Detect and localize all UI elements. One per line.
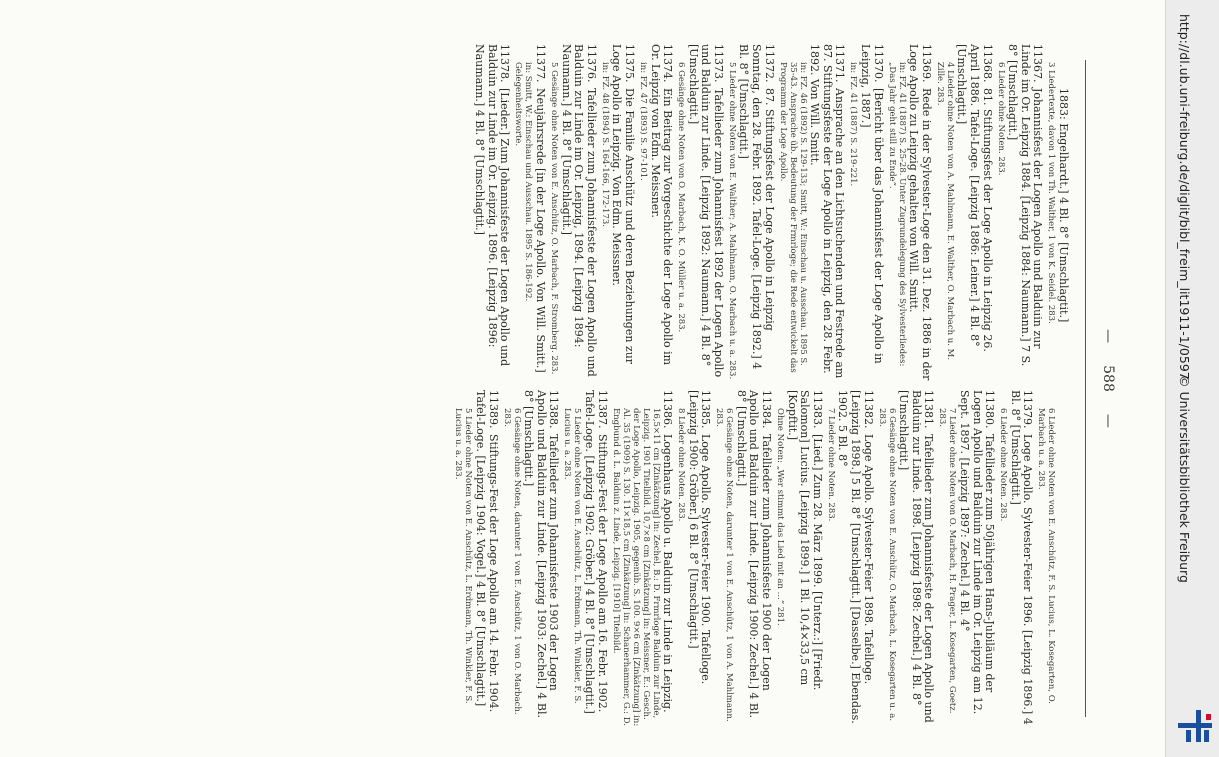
entry-title: Ansprache an den Lichtsuchenden und Festrede am 87. Stiftungsfeste der Loge Apollo in Leipzig, den 28. Febr. 1892. Von Will. Smitt. — [808, 44, 847, 379]
entry-title: Logenhaus Apollo u. Balduin zur Linde in Leipzig. — [661, 434, 675, 713]
entry-title: Tafellieder zum 50jährigen Hans-Jubiläum der Logen Apollo und Balduin zur Linde im Or. Leipzig am 12. Sept. 1897. [Leipzig 1897: Zechel.] 4 Bl. 4° — [958, 390, 997, 715]
catalog-entry — [513, 44, 546, 382]
catalog-entry — [775, 390, 823, 728]
entry-number: 11372. — [762, 44, 776, 83]
entry-number: 11383. — [810, 390, 824, 429]
entry-number: 11386. — [661, 390, 675, 429]
entry-note: 6 Lieder ohne Noten. 283. — [998, 408, 1009, 522]
entry-number: 11378. — [498, 44, 512, 83]
entry-title: Tafellieder zum Johannisfeste der Logen Apollo und Balduin zur Linde. 1898. [Leipzig 1898: Zechel.] 4 Bl. 8° [Umschlagtit.] — [897, 390, 936, 723]
catalog-entry — [887, 44, 932, 382]
entry-number: 11367. — [1031, 44, 1045, 83]
entry-line — [533, 44, 546, 382]
catalog-entry — [826, 390, 874, 728]
entry-line — [559, 44, 597, 382]
catalog-entry — [600, 44, 635, 382]
entry-line — [955, 44, 993, 382]
copyright-notice: © Universitätsbibliothek Freiburg — [1177, 375, 1192, 583]
entry-title: 81. Stiftungsfest der Loge Apollo in Leipzig 26. April 1886. Tafel-Loge. [Leipzig 1886: Leiner.] 4 Bl. 8° [Umschlagtit.] — [955, 44, 994, 352]
entry-note: 3 Liedertexte, davon 1 von Th. Walther, 1 von K. Seidel. 283. — [1046, 62, 1057, 324]
entry-line — [957, 390, 995, 728]
entry-line — [785, 390, 823, 728]
entry-line — [1006, 44, 1044, 382]
entry-note: in: Smitt, W.: Einschau und Ausschau. 1895 S. 186-192. Gelegenheitsworte. — [513, 62, 534, 302]
entry-title: [Lieder.] Zum Johannisfeste der Logen Apollo und Balduin zur Linde im Or. Leipzig. 1896. [Leipzig 1896: Naumann.] 4 Bl. 8° [Umschlagtit.] — [473, 44, 512, 367]
entry-title: Rede in der Sylvester-Loge den 31. Dez. 1886 in der Loge Apollo zu Leipzig gehalten von Will. Smitt. — [907, 44, 933, 381]
catalog-entry — [727, 44, 775, 382]
entry-number: 11371. — [833, 44, 847, 83]
entry-title: Ein Beitrag zur Vorgeschichte der Loge Apollo im Or. Leipzig von Edm. Meissner. — [648, 44, 675, 366]
ub-freiburg-logo-icon[interactable] — [1176, 706, 1214, 746]
entry-title: Stiftungs-Fest der Loge Apollo am 16. Febr. 1902. Tafel-Loge. [Leipzig 1902: Gröber.] 4 Bl. 8° [Umschlagtit.] — [582, 390, 609, 714]
entry-number: 11377. — [533, 44, 547, 83]
header-rule — [1085, 60, 1086, 717]
entry-note: 6 Gesänge ohne Noten von O. Marbach, K. O. Müller u. a. 283. — [676, 62, 687, 333]
entry-number: 11369. — [919, 44, 933, 83]
header-dash-right: — — [1100, 413, 1116, 428]
catalog-entry — [611, 390, 674, 728]
entry-note: Ohne Noten: „Wer stimmt das Lied mit an ...“ 281. — [775, 408, 786, 626]
catalog-entry — [549, 44, 597, 382]
entry-number: 11370. — [871, 44, 885, 83]
entry-note: 7 Lieder ohne Noten von O. Marbach, H. Prager, L. Kosegarten, Goetz. 283. — [937, 408, 958, 714]
catalog-entry — [848, 44, 883, 382]
entry-line — [897, 390, 935, 728]
page-header — [1091, 0, 1125, 757]
entry-title: [Bericht über das Johannisfest der Loge Apollo in Leipzig, 1887.] — [859, 44, 885, 364]
entry-line — [907, 44, 932, 382]
entry-note: 8 Lieder ohne Noten. 283. — [676, 408, 687, 522]
entry-note: in: FZ. 48 (1894) S. 164-166, 172-173. — [599, 62, 610, 227]
catalog-entry — [676, 390, 711, 728]
entry-number: 11374. — [661, 44, 675, 83]
entry-title: Tafellieder zum Johannisfeste der Logen Apollo und Balduin zur Linde im Or. Leipzig, 1894. [Leipzig 1894: Naumann.] 4 Bl. 8° [Umschlagtit.] — [559, 44, 598, 377]
entry-title: Neujahrsrede [in der Loge Apollo. Von Will. Smitt.] — [533, 88, 547, 373]
entry-note: 5 Lieder ohne Noten von E. Walther; A. Mahlmann, O. Marbach u. a. 283. — [726, 62, 737, 380]
entry-note: 5 Gesänge ohne Noten von E. Anschütz, O. Marbach, F. Stromberg. 283. — [548, 62, 559, 375]
left-column — [470, 44, 1069, 382]
entry-line — [582, 390, 607, 728]
entry-note: in: FZ. 41 (1887) S. 219-221. — [848, 62, 859, 187]
entry-note: 6 Lieder ohne Noten. 283. — [995, 62, 1006, 176]
entry-title: Tafellieder zum Johannisfest 1892 der Logen Apollo und Balduin zur Linde. [Leipzig 1892: Naumann.] 4 Bl. 8° [Umschlagtit.] — [686, 44, 725, 378]
entry-note: 6 Gesänge ohne Noten, darunter 1 von E. Anschütz, 1 von A. Mahlmann. 283. — [714, 408, 735, 722]
entry-title: [Lied.] Zum 28. März 1899. [Unterz.:] [Friedr. Salomon] Lucius. [Leipzig 1899.] 1 Bl. 10,4×33,5 cm [Kopftit.] — [785, 390, 824, 691]
page-number: 588 — [1100, 365, 1116, 392]
entry-line — [836, 390, 874, 728]
catalog-entry — [877, 390, 935, 728]
entry-number: 11384. — [760, 390, 774, 429]
entry-line — [808, 44, 846, 382]
entry-line — [610, 44, 635, 382]
catalog-entry — [473, 44, 511, 382]
entry-line — [473, 44, 511, 382]
entry-title: Tafellieder zum Johannisfeste 1903 der Logen Apollo und Balduin zur Linde. [Leipzig 1903: Zechel.] 4 Bl. 8° [Umschlagtit.] — [522, 390, 561, 718]
viewer-sidebar — [1165, 0, 1219, 757]
entry-line — [1008, 390, 1033, 728]
entry-title: Loge Apollo. Sylvester-Feier 1900. Tafelloge. [Leipzig 1900: Gröber.] 6 Bl. 8° [Umschlagtit.] — [686, 390, 713, 685]
entry-number: 11380. — [983, 390, 997, 429]
catalog-entry — [1046, 44, 1069, 382]
entry-line — [858, 44, 883, 382]
entry-line — [648, 44, 673, 382]
entry-title: 1883: Engelhardt.] 4 Bl. 8° [Umschlagtit.] — [1057, 88, 1070, 323]
catalog-entry — [502, 390, 560, 728]
entry-line — [737, 44, 775, 382]
entry-note: in: FZ. 41 (1887) S. 25-28. Unter Zugrundelegung des Sylvesterliedes: „Das Jahr geht still zu Ende“. — [886, 62, 907, 367]
catalog-entry — [453, 390, 498, 728]
entry-note: 7 Lieder ohne Noten. 283. — [825, 408, 836, 522]
entry-number: 11376. — [584, 44, 598, 83]
entry-title: Loge Apollo. Sylvester-Feier 1896. [Leipzig 1896.] 4 Bl. 8° [Umschlagtit.] — [1008, 390, 1035, 725]
entry-line — [686, 44, 724, 382]
catalog-entry — [638, 44, 673, 382]
entry-note: 5 Lieder ohne Noten von E. Anschütz, L. Erdmann, Th. Winkler, F. S. Lucius u. a. 283. — [562, 408, 583, 704]
entry-line — [1056, 44, 1069, 382]
entry-title: 87. Stiftungsfest der Loge Apollo in Leipzig Sonntag, den 28. Febr. 1892. Tafel-Loge. [Leipzig 1892.] 4 Bl. 8° [Umschlagtit.] — [737, 44, 776, 370]
entry-line — [522, 390, 560, 728]
entry-note: 4 Lieder ohne Noten von A. Mahlmann, E. Walther, O. Marbach u. M. Zille. 283. — [934, 62, 955, 361]
entry-line — [686, 390, 711, 728]
entry-number: 11381. — [922, 390, 936, 429]
right-column — [450, 390, 1069, 728]
entry-number: 11388. — [547, 390, 561, 429]
catalog-entry — [996, 44, 1044, 382]
entry-title: Stiftungs-Fest der Loge Apollo am 14. Febr. 1904. Tafel-Loge. [Leipzig 1904: Vogel.] 4 Bl. 8° [Umschlagtit.] — [473, 390, 500, 713]
entry-title: Tafellieder zum Johannisfeste 1900 der Logen Apollo und Balduin zur Linde. [Leipzig 1900: Zechel.] 4 Bl. 8° [Umschlagtit.] — [734, 390, 774, 718]
entry-note: 16,5×11 cm [Zinkätzung] in: Zechel, B.: D. Frmrloge Balduin zur Linde, Leipzig. 1901 Titelbild. 10,7×8 cm [Zinkätzung] in: Meissner, E.: Gesch. der Loge Apollo, Leipzig. 1905, gegenüb. S. 100. 9×6 cm [Zinkätzung] in: Al. 35 (1909) S. 130. 11×18,5 cm [Zinkätzung] in: Schanerhammer, G.: D. Engbund d. L. Balduin z. Linde, Leipzig. [1910] Titelbild. — [610, 408, 661, 727]
header-dash-left: — — [1100, 329, 1116, 344]
catalog-entry — [562, 390, 607, 728]
catalog-entry — [676, 44, 724, 382]
entry-note: 5 Lieder ohne Noten von E. Anschütz, L. Erdmann, Th. Winkler, F. S. Lucius u. a. 283. — [453, 408, 474, 704]
entry-number: 11382. — [861, 390, 875, 429]
catalog-entry — [998, 390, 1033, 728]
entry-line — [473, 390, 498, 728]
entry-note: 6 Lieder ohne Noten von E. Anschütz, F. S. Lucius, L. Kosegarten, O. Marbach u. a. 283. — [1036, 408, 1057, 704]
entry-number: 11387. — [595, 390, 609, 429]
entry-line — [1056, 390, 1069, 728]
permalink-url[interactable]: http://dl.ub.uni-freiburg.de/diglit/bibl_freim_lit1911-1/0597 — [1177, 14, 1192, 380]
entry-number: 11385. — [699, 390, 713, 429]
entry-number: 11375. — [622, 44, 636, 83]
catalog-entry — [714, 390, 772, 728]
entry-number: 11373. — [711, 44, 725, 83]
entry-number: 11379. — [1021, 390, 1035, 429]
catalog-entry — [937, 390, 995, 728]
entry-note: 6 Gesänge ohne Noten von E. Anschütz, O. Marbach, L. Kosegarten u. a. 283. — [876, 408, 897, 722]
entry-title: Die Familie Anschütz und deren Beziehungen zur Loge Apollo in Leipzig. Von Edm. Meissner. — [610, 44, 636, 365]
catalog-entry — [1036, 390, 1069, 728]
entry-line — [661, 390, 674, 728]
entry-title: Johannisfest der Logen Apollo und Balduin zur Linde im Or. Leipzig 1884. [Leipzig 1884: Naumann.] 7 S. 8° [Umschlagtit.] — [1006, 44, 1045, 367]
entry-number: 11368. — [980, 44, 994, 83]
catalog-entry — [935, 44, 993, 382]
sidebar-rotated-text — [1148, 0, 1202, 757]
entry-note: in: FZ. 46 (1892) S. 129-133; Smitt, W.: Einschau u. Ausschau. 1895 S. 35-43. Ansprache üb. Bedeutung der Frmrloge; die Rede entwickelt das Programm der Loge Apollo. — [777, 62, 808, 373]
entry-note: in: FZ. 47 (1893) S. 97-101. — [637, 62, 648, 181]
entry-number: 11389. — [486, 390, 500, 429]
catalog-entry — [778, 44, 846, 382]
entry-note: 6 Gesänge ohne Noten, darunter 1 von E. Anschütz, 1 von O. Marbach. 283. — [501, 408, 522, 715]
entry-line — [734, 390, 772, 728]
entry-title: Loge Apollo. Sylvester-Feier 1898. Tafelloge. [Leipzig 1898.] 5 Bl. 8° [Umschlagtit.] [Dasselbe.] Ebendas. 1902. 5 Bl. 8° — [836, 390, 875, 724]
